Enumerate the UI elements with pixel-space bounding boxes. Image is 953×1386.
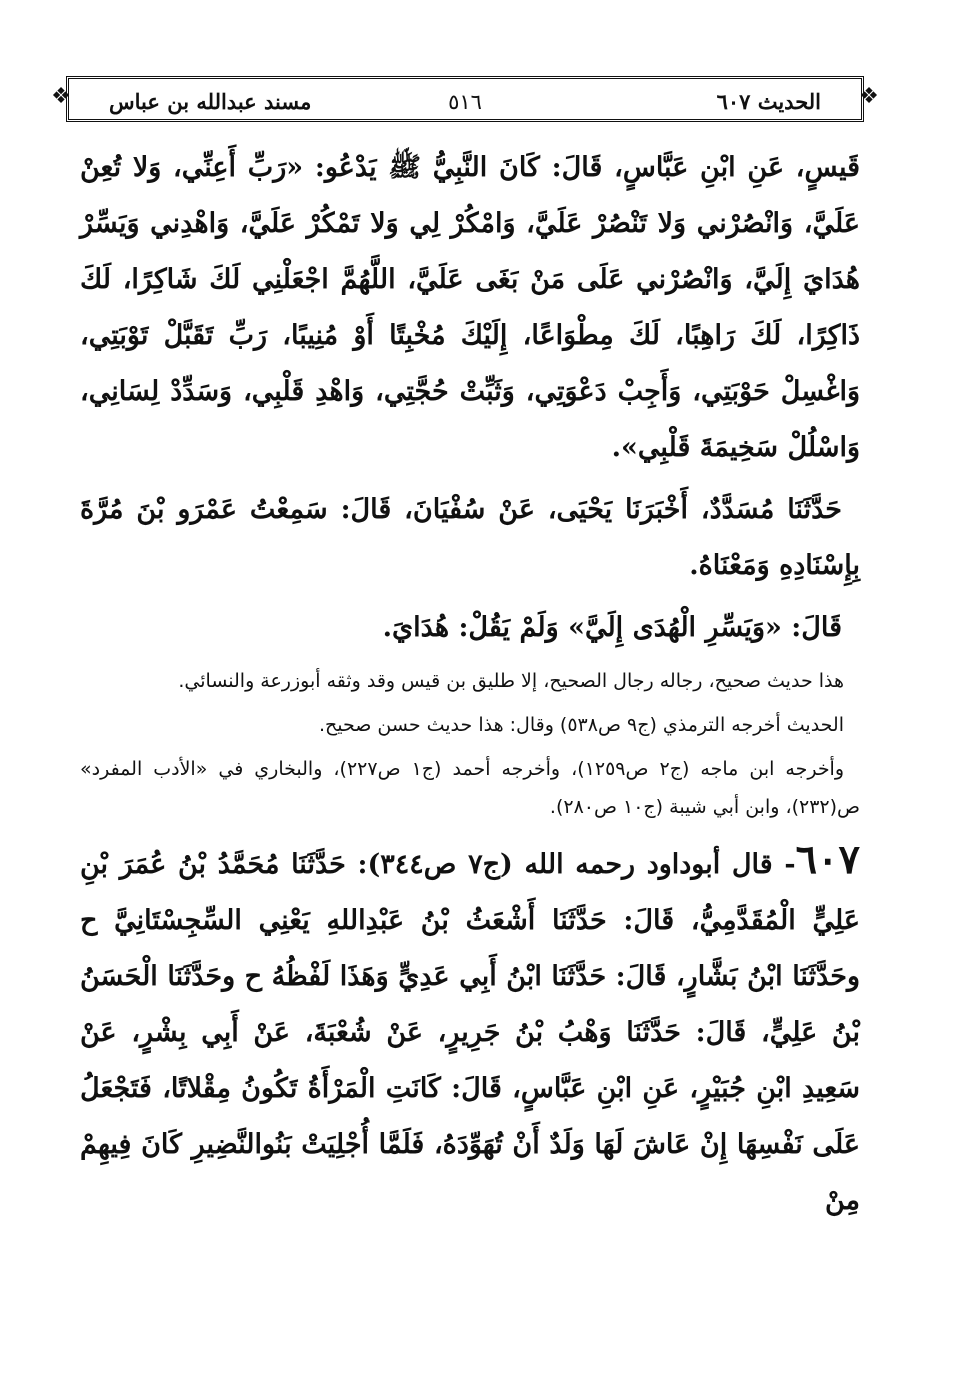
hadith-number: ٦٠٧ <box>795 836 861 883</box>
takhrij-others: وأخرجه ابن ماجه (ج٢ ص١٢٥٩)، وأخرجه أحمد (ج١ ص٢٢٧)، والبخاري في «الأدب المفرد» ص(٢٣٢)، وابن أبي شيبة (ج١٠ ص٢٨٠). <box>80 758 860 818</box>
takhrij-tirmidhi: الحديث أخرجه الترمذي (ج٩ ص٥٣٨) وقال: هذا حديث حسن صحيح. <box>318 714 844 736</box>
page-body <box>80 140 860 1235</box>
grading-note: هذا حديث صحيح، رجاله رجال الصحيح، إلا طليق بن قيس وقد وثقه أبوزرعة والنسائي. <box>178 670 844 692</box>
hadith-text-continued: قَيسٍ، عَنِ ابْنِ عَبَّاسٍ، قَالَ: كَانَ النَّبِيُّ ﷺ يَدْعُو: «رَبِّ أَعِنِّي، وَلا تُعِنْ عَلَيَّ، وَانْصُرْني وَلا تَنْصُرْ عَلَيَّ، وَامْكُرْ لِي وَلا تَمْكُرْ عَلَيَّ، وَاهْدِني وَيَسِّرْ هُدَايَ إِلَيَّ، وَانْصُرْني عَلَى مَنْ بَغَى عَلَيَّ، اللَّهُمَّ اجْعَلْنِي لَكَ شَاكِرًا، لَكَ ذَاكِرًا، لَكَ رَاهِبًا، لَكَ مِطْوَاعًا، إِلَيْكَ مُخْبِتًا أَوْ مُنِيبًا، رَبِّ تَقَبَّلْ تَوْبَتِي، وَاغْسِلْ حَوْبَتِي، وَأَجِبْ دَعْوَتِي، وَثَبِّتْ حُجَّتِي، وَاهْدِ قَلْبِي، وَسَدِّدْ لِسَانِي، وَاسْلُلْ سَخِيمَةَ قَلْبِي». <box>80 152 860 463</box>
variant-wording: قَالَ: «وَيَسِّرِ الْهُدَى إِلَيَّ» وَلَمْ يَقُلْ: هُدَايَ. <box>382 612 842 643</box>
hadith-607 <box>80 832 860 1229</box>
ornament-left-icon: ❖ <box>51 84 71 109</box>
ornament-right-icon: ❖ <box>859 84 879 109</box>
book-title: مسند عبدالله بن عباس <box>109 89 312 114</box>
hadith-607-text: - قال أبوداود رحمه الله (ج٧ ص٣٤٤): حَدَّثَنَا مُحَمَّدُ بْنُ عُمَرَ بْنِ عَلِيٍّ الْمُقَدَّمِيُّ، قَالَ: حَدَّثَنَا أَشْعَثُ بْنُ عَبْدِاللهِ يَعْنِي السِّجِسْتَانِيَّ ح وحَدَّثَنَا ابْنُ بَشَّارٍ، قَالَ: حَدَّثَنَا ابْنُ أَبِي عَدِيٍّ وَهَذَا لَفْظُهُ ح وحَدَّثَنَا الْحَسَنُ بْنُ عَلِيٍّ، قَالَ: حَدَّثَنَا وَهْبُ بْنُ جَرِيرٍ، عَنْ شُعْبَةَ، عَنْ أَبِي بِشْرٍ، عَنْ سَعِيدِ ابْنِ جُبَيْرٍ، عَنِ ابْنِ عَبَّاسٍ، قَالَ: كَانَتِ الْمَرْأَةُ تَكُونُ مِقْلاتًا، فَتَجْعَلُ عَلَى نَفْسِهَا إِنْ عَاشَ لَهَا وَلَدٌ أَنْ تُهَوِّدَهُ، فَلَمَّا أُجْلِيَتْ بَنُوالنَّضِيرِ كَانَ فِيهِمْ مِنْ <box>80 849 860 1216</box>
hadith-label: الحديث ٦٠٧ <box>716 89 821 114</box>
page-header <box>52 76 878 122</box>
isnad-paragraph: حَدَّثَنَا مُسَدَّدٌ، أَخْبَرَنَا يَحْيَى، عَنْ سُفْيَانَ، قَالَ: سَمِعْتُ عَمْرَو بْنَ مُرَّةَ بِإِسْنَادِهِ وَمَعْنَاهُ. <box>80 494 860 581</box>
page-number: ٥١٦ <box>448 90 482 114</box>
header-frame <box>66 76 864 122</box>
